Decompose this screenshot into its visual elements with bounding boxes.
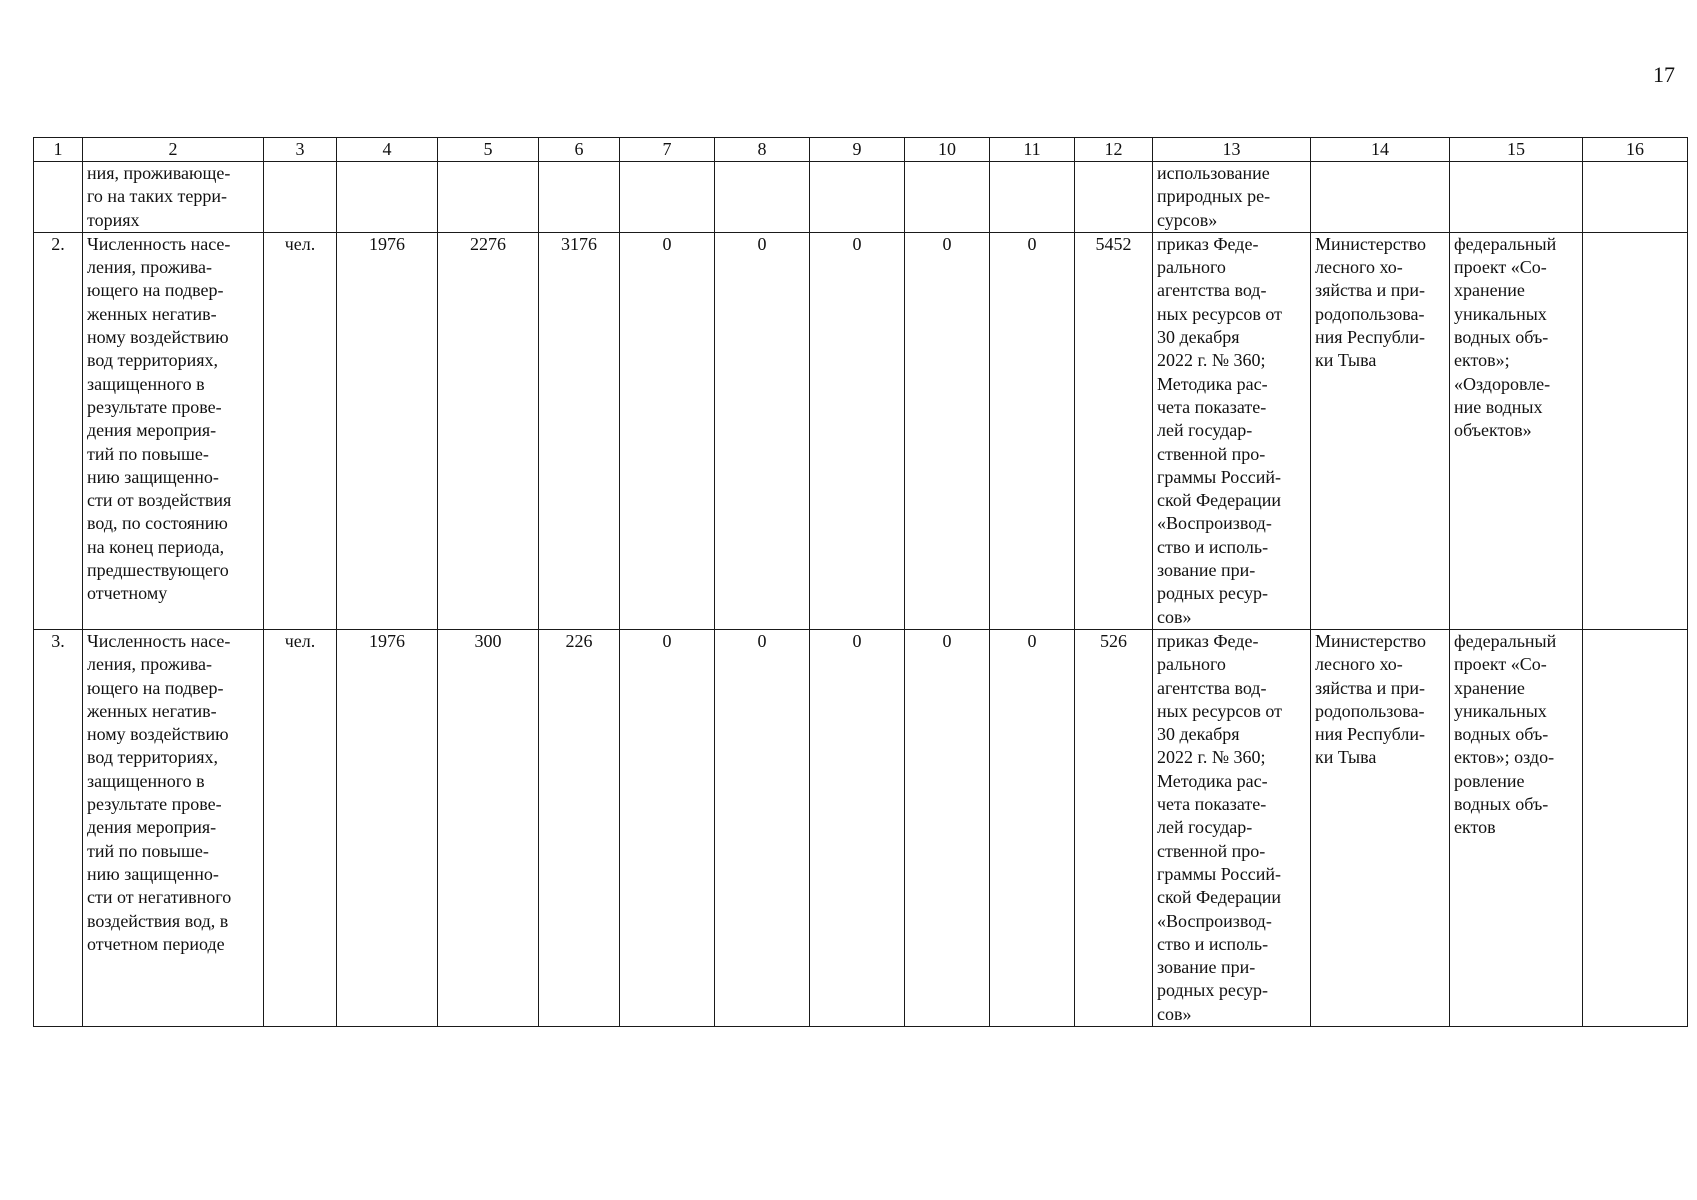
column-header: 13 (1153, 138, 1311, 162)
value-cell: 3176 (539, 232, 620, 629)
value-cell: 0 (620, 232, 715, 629)
column-header: 16 (1583, 138, 1688, 162)
indicators-table (33, 137, 1688, 1027)
value-cell: 1976 (337, 232, 438, 629)
row-number: 2. (34, 232, 83, 629)
column-header: 10 (905, 138, 990, 162)
cell (438, 162, 539, 233)
column-header: 1 (34, 138, 83, 162)
cell (337, 162, 438, 233)
cell (1450, 162, 1583, 233)
responsible-body: Министерство лесного хо- зяйства и при- родопользова- ния Республи- ки Тыва (1311, 232, 1450, 629)
indicator-name: Численность насе- ления, прожива- ющего на подвер- женных негатив- ному воздействию вод территориях, защищенного в результате прове- дения мероприя- тий по повыше- нию защищенно- сти от негативного воздействия вод, в отчетном периоде (83, 629, 264, 1026)
responsible-body: Министерство лесного хо- зяйства и при- родопользова- ния Республи- ки Тыва (1311, 629, 1450, 1026)
page-number: 17 (1653, 62, 1675, 87)
cell (1075, 162, 1153, 233)
column-header: 12 (1075, 138, 1153, 162)
indicator-continuation: ния, проживающе- го на таких терри- ториях (83, 162, 264, 233)
source-document: приказ Феде- рального агентства вод- ных ресурсов от 30 декабря 2022 г. № 360; Методика рас- чета показате- лей государ- ственной про- граммы Россий- ской Федерации «Воспроизвод- ство и исполь- зование при- родных ресур- сов» (1153, 629, 1311, 1026)
indicator-name: Численность насе- ления, прожива- ющего на подвер- женных негатив- ному воздействию вод территориях, защищенного в результате прове- дения мероприя- тий по повыше- нию защищенно- сти от воздействия вод, по состоянию на конец периода, предшествующего отчетному (83, 232, 264, 629)
column-header: 11 (990, 138, 1075, 162)
column-header: 3 (264, 138, 337, 162)
column-header: 7 (620, 138, 715, 162)
value-cell: 0 (620, 629, 715, 1026)
cell (905, 162, 990, 233)
value-cell: 526 (1075, 629, 1153, 1026)
value-cell: 0 (715, 232, 810, 629)
cell (264, 162, 337, 233)
value-cell: 0 (715, 629, 810, 1026)
related-project: федеральный проект «Со- хранение уникальных водных объ- ектов»; «Оздоровле- ние водных объектов» (1450, 232, 1583, 629)
column-header: 14 (1311, 138, 1450, 162)
unit: чел. (264, 232, 337, 629)
related-project: федеральный проект «Со- хранение уникальных водных объ- ектов»; оздо- ровление водных объ- ектов (1450, 629, 1583, 1026)
value-cell: 1976 (337, 629, 438, 1026)
column-header: 6 (539, 138, 620, 162)
column-numbers-row (34, 138, 1688, 162)
cell (1311, 162, 1450, 233)
cell (715, 162, 810, 233)
cell (539, 162, 620, 233)
value-cell: 0 (810, 232, 905, 629)
column-header: 15 (1450, 138, 1583, 162)
cell (990, 162, 1075, 233)
table-row (34, 629, 1688, 1026)
value-cell: 0 (810, 629, 905, 1026)
column-header: 4 (337, 138, 438, 162)
value-cell: 226 (539, 629, 620, 1026)
value-cell: 2276 (438, 232, 539, 629)
value-cell: 0 (990, 232, 1075, 629)
value-cell: 0 (990, 629, 1075, 1026)
column-header: 8 (715, 138, 810, 162)
source-continuation: использование природных ре- сурсов» (1153, 162, 1311, 233)
value-cell: 300 (438, 629, 539, 1026)
value-cell: 0 (905, 232, 990, 629)
continuation-row (34, 162, 1688, 233)
source-document: приказ Феде- рального агентства вод- ных ресурсов от 30 декабря 2022 г. № 360; Методика рас- чета показате- лей государ- ственной про- граммы Россий- ской Федерации «Воспроизвод- ство и исполь- зование при- родных ресур- сов» (1153, 232, 1311, 629)
cell (1583, 629, 1688, 1026)
cell (1583, 232, 1688, 629)
cell (620, 162, 715, 233)
column-header: 9 (810, 138, 905, 162)
column-header: 5 (438, 138, 539, 162)
value-cell: 0 (905, 629, 990, 1026)
table-row (34, 232, 1688, 629)
column-header: 2 (83, 138, 264, 162)
cell (1583, 162, 1688, 233)
value-cell: 5452 (1075, 232, 1153, 629)
cell (34, 162, 83, 233)
unit: чел. (264, 629, 337, 1026)
cell (810, 162, 905, 233)
row-number: 3. (34, 629, 83, 1026)
